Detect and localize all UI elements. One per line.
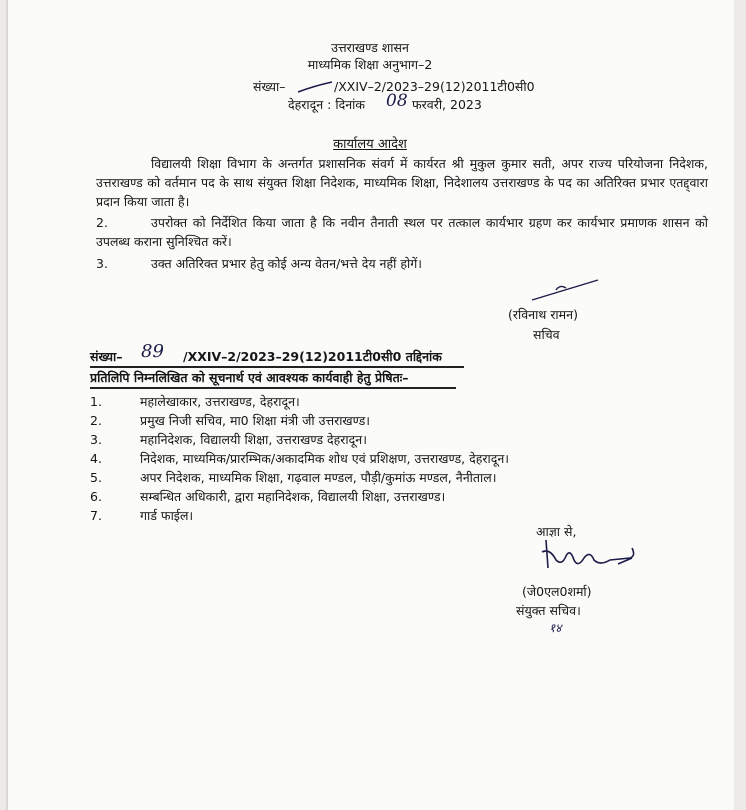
header-section: माध्यमिक शिक्षा अनुभाग–2: [307, 57, 433, 72]
signatory-1-designation: सचिव: [533, 327, 560, 342]
handwritten-date: 08: [386, 91, 408, 111]
signatory-2-designation: संयुक्त सचिव।: [516, 603, 581, 618]
header-date-prefix: देहरादून : दिनांक: [288, 97, 366, 112]
order-paragraph-2: उपरोक्त को निर्देशित किया जाता है कि नवीन तैनाती स्थल पर तत्काल कार्यभार ग्रहण कर कार्यभार प्रमाणक शासन को उपलब्ध कराना सुनिश्चित करें।: [96, 215, 708, 249]
list-item: महानिदेशक, विद्यालयी शिक्षा, उत्तराखण्ड देहरादून।: [140, 432, 367, 447]
list-item-number: 2.: [90, 413, 102, 428]
copy-number-label: संख्या–: [90, 349, 123, 364]
list-item: गार्ड फाईल।: [140, 508, 194, 523]
list-item: अपर निदेशक, माध्यमिक शिक्षा, गढ़वाल मण्डल, पौड़ी/कुमांऊ मण्डल, नैनीताल।: [140, 470, 497, 485]
copy-number-underline: [90, 366, 464, 368]
by-order: आज्ञा से,: [536, 524, 577, 539]
list-item-number: 6.: [90, 489, 102, 504]
list-item: निदेशक, माध्यमिक/प्रारम्भिक/अकादमिक शोध एवं प्रशिक्षण, उत्तराखण्ड, देहरादून।: [140, 451, 510, 466]
list-item-number: 1.: [90, 394, 102, 409]
signatory-1-name: (रविनाथ रामन): [508, 307, 578, 322]
list-item: महालेखाकार, उत्तराखण्ड, देहरादून।: [140, 394, 300, 409]
copy-intro: प्रतिलिपि निम्नलिखित को सूचनार्थ एवं आवश्यक कार्यवाही हेतु प्रेषितः–: [90, 370, 409, 385]
list-item-number: 5.: [90, 470, 102, 485]
header-date-suffix: फरवरी, 2023: [412, 97, 482, 112]
handwritten-number-stroke: [296, 80, 336, 94]
list-item: प्रमुख निजी सचिव, मा0 शिक्षा मंत्री जी उत्तराखण्ड।: [140, 413, 371, 428]
header-govt: उत्तराखण्ड शासन: [331, 40, 409, 55]
copy-intro-underline: [90, 387, 456, 389]
list-item-number: 3.: [90, 432, 102, 447]
signatory-2-name: (जे0एल0शर्मा): [522, 584, 592, 599]
order-title: कार्यालय आदेश: [333, 137, 407, 152]
list-item-number: 7.: [90, 508, 102, 523]
signature-1: [526, 276, 606, 306]
order-paragraph-3: उक्त अतिरिक्त प्रभार हेतु कोई अन्य वेतन/भत्ते देय नहीं होगें।: [151, 256, 422, 271]
order-paragraph-1: विद्यालयी शिक्षा विभाग के अन्तर्गत प्रशासनिक संवर्ग में कार्यरत श्री मुकुल कुमार सती, अपर राज्य परियोजना निदेशक, उत्तराखण्ड को वर्तमान पद के साथ संयुक्त शिक्षा निदेशक, माध्यमिक शिक्षा, निदेशालय उत्तराखण्ड के पद का अतिरिक्त प्रभार एतद्द्वारा प्रदान किया जाता है।: [96, 156, 708, 209]
document-page: [6, 0, 734, 810]
handwritten-copy-number: 89: [141, 341, 164, 362]
handwritten-initials: १४: [549, 621, 562, 635]
page-edge: [6, 0, 8, 810]
header-number-label: संख्या–: [253, 79, 286, 94]
copy-number: /XXIV–2/2023–29(12)2011टी0सी0 तद्दिनांक: [183, 349, 442, 364]
signature-2: [540, 538, 650, 578]
header-number: /XXIV–2/2023–29(12)2011टी0सी0: [334, 79, 535, 94]
list-item: सम्बन्धित अधिकारी, द्वारा महानिदेशक, विद्यालयी शिक्षा, उत्तराखण्ड।: [140, 489, 446, 504]
paragraph-2-number: 2.: [96, 215, 108, 230]
paragraph-3-number: 3.: [96, 256, 108, 271]
list-item-number: 4.: [90, 451, 102, 466]
